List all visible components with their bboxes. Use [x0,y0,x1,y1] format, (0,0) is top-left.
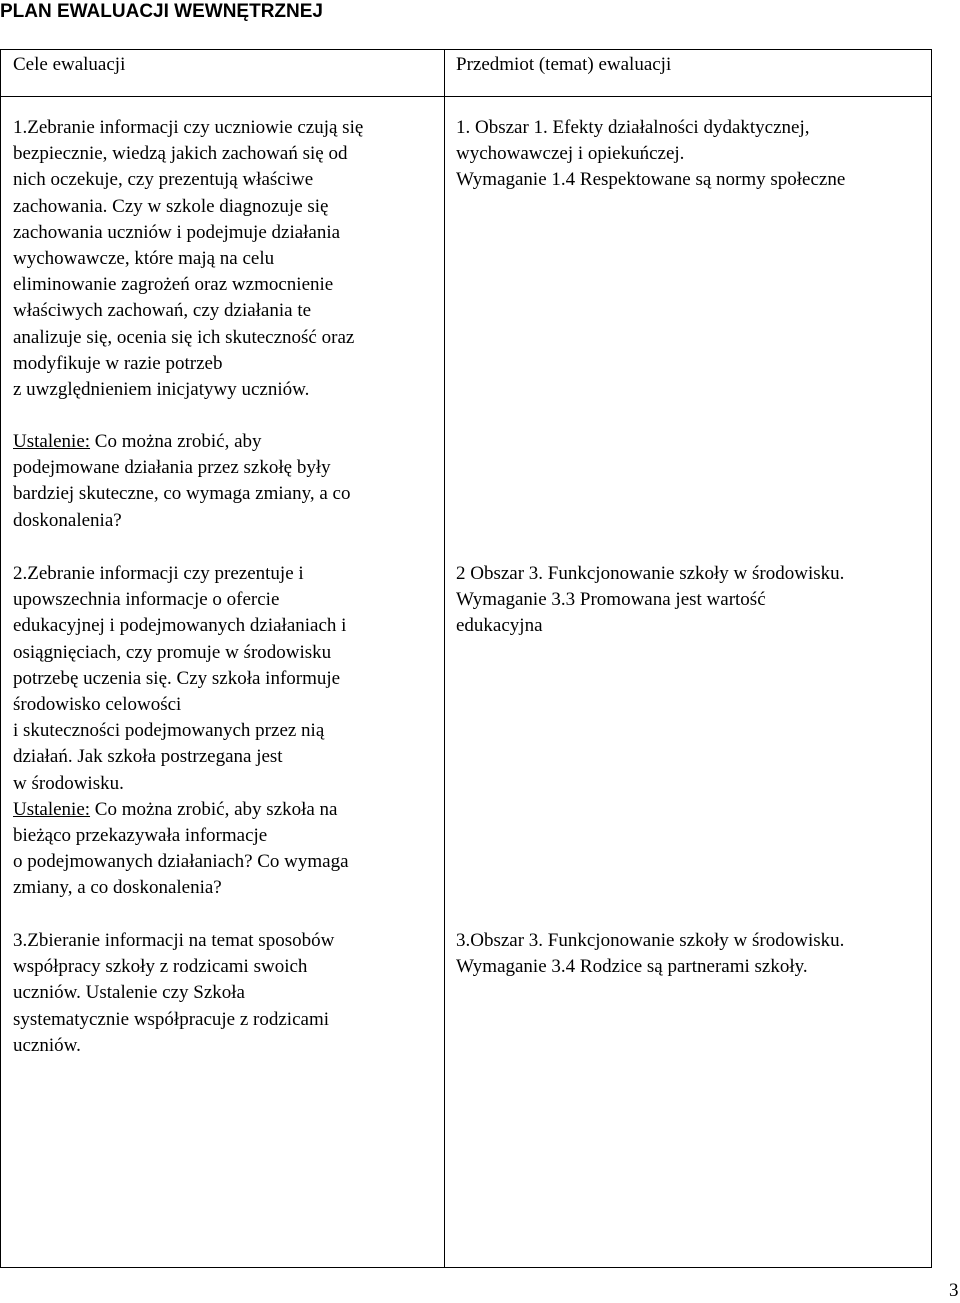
goal-line: 1.Zebranie informacji czy uczniowie czują się [13,117,364,138]
goal-line: uczniów. [13,1034,81,1056]
subject-line: Wymaganie 3.4 Rodzice są partnerami szkoły. [456,956,808,978]
finding-line: Ustalenie: Co można zrobić, aby [13,431,262,452]
subject-line: Wymaganie 3.3 Promowana jest wartość [456,589,766,611]
subject-line: 2 Obszar 3. Funkcjonowanie szkoły w środowisku. [456,563,845,584]
subject-2 [456,561,931,640]
header-subject: Przedmiot (temat) ewaluacji [456,54,672,75]
goal-line: bezpiecznie, wiedzą jakich zachowań się od [13,143,348,165]
goal-line: 3.Zbieranie informacji na temat sposobów [13,930,335,951]
goal-1 [13,115,438,403]
finding-line: podejmowane działania przez szkołę były [13,457,331,479]
goal-line: z uwzględnieniem inicjatywy uczniów. [13,379,310,401]
finding-label: Ustalenie: [13,431,91,452]
goal-line: współpracy szkoły z rodzicami swoich [13,956,308,978]
goal-line: potrzebę uczenia się. Czy szkoła informuje [13,667,341,689]
goal-line: i skuteczności podejmowanych przez nią [13,720,325,742]
finding-line: o podejmowanych działaniach? Co wymaga [13,851,349,873]
finding-label: Ustalenie: [13,798,91,820]
finding-line: bardziej skuteczne, co wymaga zmiany, a co [13,483,351,505]
goal-line: 2.Zebranie informacji czy prezentuje i [13,563,304,584]
goal-line: nich oczekuje, czy prezentują właściwe [13,169,314,191]
header-row-divider [1,96,931,97]
goal-line: eliminowanie zagrożeń oraz wzmocnienie [13,274,334,296]
goal-line: środowisko celowości [13,694,182,716]
subject-3 [456,928,931,980]
subject-line: 1. Obszar 1. Efekty działalności dydaktycznej, [456,117,810,138]
goal-line: systematycznie współpracuje z rodzicami [13,1008,330,1030]
goal-line: wychowawcze, które mają na celu [13,248,275,270]
goal-line: osiągnięciach, czy promuje w środowisku [13,641,332,663]
finding-line: bieżąco przekazywała informacje [13,825,268,847]
subject-line: wychowawczej i opiekuńczej. [456,143,685,165]
finding-line: Ustalenie: Co można zrobić, aby szkoła na [13,798,338,820]
goal-3 [13,928,438,1059]
evaluation-plan-table [0,49,932,1268]
page-number: 3 [949,1280,959,1301]
goal-line: działań. Jak szkoła postrzegana jest [13,746,283,768]
finding-line: zmiany, a co doskonalenia? [13,877,222,899]
finding-line: doskonalenia? [13,509,122,531]
goal-line: właściwych zachowań, czy działania te [13,300,312,322]
goal-line: w środowisku. [13,772,124,794]
goal-line: edukacyjnej i podejmowanych działaniach i [13,615,347,637]
goal-line: zachowania uczniów i podejmuje działania [13,221,341,243]
goal-line: analizuje się, ocenia się ich skuteczność oraz [13,326,355,348]
finding-1 [13,429,438,534]
goal-line: modyfikuje w razie potrzeb [13,352,223,374]
document-title: PLAN EWALUACJI WEWNĘTRZNEJ [0,1,323,22]
subject-line: Wymaganie 1.4 Respektowane są normy społeczne [456,169,846,191]
subject-line: 3.Obszar 3. Funkcjonowanie szkoły w środowisku. [456,930,845,951]
goal-line: zachowania. Czy w szkole diagnozuje się [13,195,329,217]
header-goals: Cele ewaluacji [13,54,126,75]
column-divider [444,50,445,1267]
goal-2 [13,561,438,902]
goal-line: upowszechnia informacje o ofercie [13,589,280,611]
subject-line: edukacyjna [456,615,543,637]
goal-line: uczniów. Ustalenie czy Szkoła [13,982,245,1004]
subject-1 [456,115,931,194]
